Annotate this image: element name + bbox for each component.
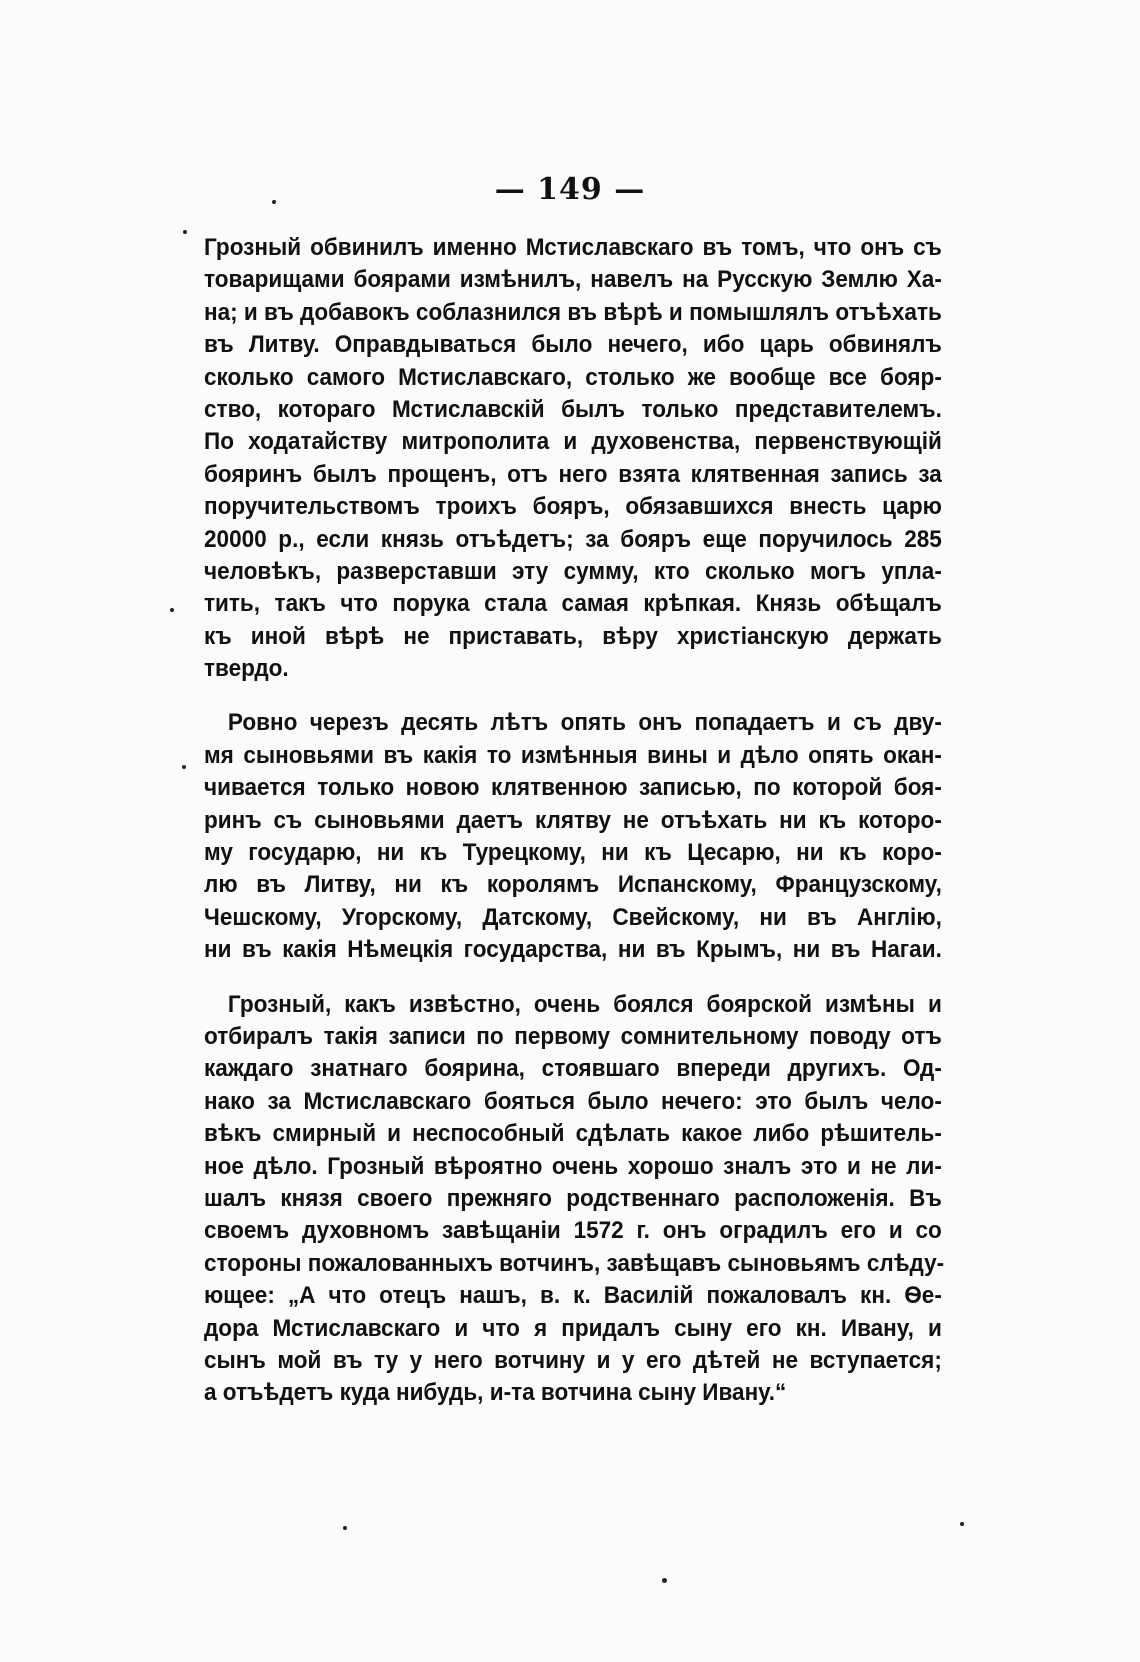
text-line: ринъ съ сыновьями даетъ клятву не отъѣхать ни къ которо- <box>204 806 942 834</box>
text-line: отбиралъ такія записи по первому сомнительному поводу отъ <box>204 1022 942 1050</box>
text-line: тить, такъ что порука стала самая крѣпкая. Князь обѣщалъ <box>204 590 942 618</box>
scan-speck <box>170 608 174 612</box>
text-line: твердо. <box>204 655 289 683</box>
text-line: стороны пожалованныхъ вотчинъ, завѣщавъ сыновьямъ слѣду- <box>204 1249 945 1277</box>
text-line: Грозный, какъ извѣстно, очень боялся боярской измѣны и <box>227 990 942 1018</box>
text-line: лю въ Литву, ни къ королямъ Испанскому, Французскому, <box>204 871 942 899</box>
text-line: шалъ князя своего прежняго родственнаго расположенія. Въ <box>204 1184 942 1212</box>
text-line: каждаго знатнаго боярина, стоявшаго впереди другихъ. Од- <box>204 1055 942 1083</box>
text-line: сколько самого Мстиславскаго, столько же вообще все бояр- <box>204 363 942 391</box>
paragraph-1 <box>204 232 942 685</box>
text-line: вѣкъ смирный и неспособный сдѣлать какое либо рѣшитель- <box>204 1120 942 1148</box>
text-line: сынъ мой въ ту у него вотчину и у его дѣтей не вступается; <box>204 1346 942 1374</box>
text-line: мя сыновьями въ какія то измѣнныя вины и дѣло опять окан- <box>204 741 942 769</box>
scan-speck <box>960 1522 964 1526</box>
paragraph-3 <box>204 989 945 1410</box>
text-line: дора Мстиславскаго и что я придалъ сыну его кн. Ивану, и <box>204 1314 942 1342</box>
scan-speck <box>343 1526 347 1530</box>
scan-speck <box>182 765 186 769</box>
scan-speck <box>272 200 276 204</box>
text-line: чивается только новою клятвенною записью, по которой боя- <box>204 774 942 802</box>
text-line: а отъѣдетъ куда нибудь, и-та вотчина сыну Ивану.“ <box>204 1379 787 1407</box>
scan-speck <box>662 1578 667 1583</box>
text-line: въ Литву. Оправдываться было нечего, ибо царь обвинялъ <box>204 331 942 359</box>
text-line: ни въ какія Нѣмецкія государства, ни въ Крымъ, ни въ Нагаи. <box>204 936 942 964</box>
text-line: бояринъ былъ прощенъ, отъ него взята клятвенная запись за <box>204 460 942 488</box>
text-line: на; и въ добавокъ соблазнился въ вѣрѣ и помышлялъ отъѣхать <box>204 298 942 326</box>
text-line: му государю, ни къ Турецкому, ни къ Цесарю, ни къ коро- <box>204 839 942 867</box>
text-line: къ иной вѣрѣ не приставать, вѣру христіанскую держать <box>204 622 942 650</box>
text-line: ющее: „А что отецъ нашъ, в. к. Василій пожаловалъ кн. Ѳе- <box>204 1282 942 1310</box>
paragraph-2 <box>204 707 942 966</box>
text-line: поручительствомъ троихъ бояръ, обязавшихся внесть царю <box>204 493 942 521</box>
body-text <box>204 232 945 1432</box>
text-line: Чешскому, Угорскому, Датскому, Свейскому, ни въ Англію, <box>204 903 942 931</box>
text-line: Грозный обвинилъ именно Мстиславскаго въ томъ, что онъ съ <box>204 234 942 261</box>
text-line: Ровно черезъ десять лѣтъ опять онъ попадаетъ и съ дву- <box>227 709 942 737</box>
text-line: По ходатайству митрополита и духовенства, первенствующій <box>204 428 942 456</box>
scan-speck <box>183 230 187 234</box>
text-line: 20000 р., если князь отъѣдетъ; за бояръ еще поручилось 285 <box>204 525 942 553</box>
page-number: — 149 — <box>494 172 646 207</box>
text-line: нако за Мстиславскаго бояться было нечего: это былъ чело- <box>204 1087 942 1115</box>
text-line: человѣкъ, разверставши эту сумму, кто сколько могъ упла- <box>204 557 942 585</box>
text-line: товарищами боярами измѣнилъ, навелъ на Русскую Землю Ха- <box>204 266 942 294</box>
text-line: ное дѣло. Грозный вѣроятно очень хорошо зналъ это и не ли- <box>204 1152 942 1180</box>
text-line: своемъ духовномъ завѣщаніи 1572 г. онъ оградилъ его и со <box>204 1217 942 1245</box>
text-line: ство, котораго Мстиславскій былъ только представителемъ. <box>204 395 942 423</box>
